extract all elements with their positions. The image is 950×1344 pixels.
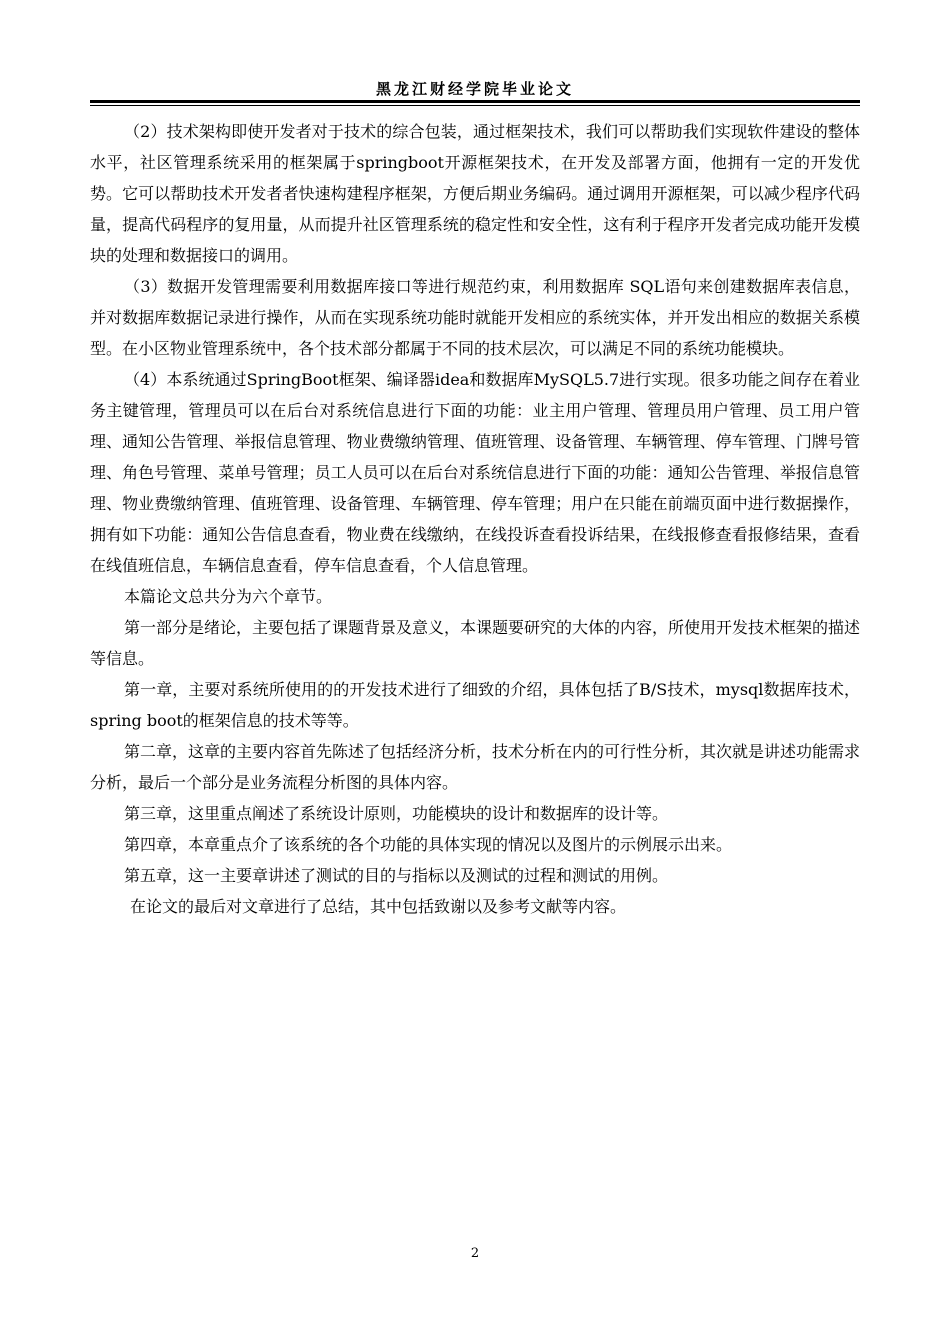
paragraph-chapter-3: 第三章，这里重点阐述了系统设计原则，功能模块的设计和数据库的设计等。 — [124, 804, 669, 823]
page-number: 2 — [470, 1246, 480, 1261]
paragraph-chapter-count: 本篇论文总共分为六个章节。 — [124, 587, 333, 606]
paragraph-data-development: （3）数据开发管理需要利用数据库接口等进行规范约束，利用数据库 SQL语句来创建数据库表信息，并对数据库数据记录进行操作，从而在实现系统功能时就能开发相应的系统实体，并开发出相应的数据关系模型。在小区物业管理系统中，各个技术部分都属于不同的技术层次，可以满足不同的系统功能模块。 — [90, 277, 860, 358]
paragraph-part-introduction: 第一部分是绪论，主要包括了课题背景及意义，本课题要研究的大体的内容，所使用开发技术框架的描述等信息。 — [90, 618, 861, 668]
header-rule-thick — [90, 100, 860, 103]
paragraph-system-implementation: （4）本系统通过SpringBoot框架、编译器idea和数据库MySQL5.7进行实现。很多功能之间存在着业务主键管理，管理员可以在后台对系统信息进行下面的功能：业主用户管理、管理员用户管理、员工用户管理、通知公告管理、举报信息管理、物业费缴纳管理、值班管理、设备管理、车辆管理、停车管理、门牌号管理、角色号管理、菜单号管理；员工人员可以在后台对系统信息进行下面的功能：通知公告管理、举报信息管理、物业费缴纳管理、值班管理、设备管理、车辆管理、停车管理；用户在只能在前端页面中进行数据操作，拥有如下功能：通知公告信息查看，物业费在线缴纳，在线投诉查看投诉结果，在线报修查看报修结果，查看在线值班信息，车辆信息查看，停车信息查看，个人信息管理。 — [90, 370, 860, 575]
paragraph-conclusion: 在论文的最后对文章进行了总结，其中包括致谢以及参考文献等内容。 — [130, 897, 627, 916]
paragraph-tech-architecture: （2）技术架构即使开发者对于技术的综合包装，通过框架技术，我们可以帮助我们实现软件建设的整体水平，社区管理系统采用的框架属于springboot开源框架技术，在开发及部署方面，他拥有一定的开发优势。它可以帮助技术开发者者快速构建程序框架，方便后期业务编码。通过调用开源框架，可以减少程序代码量，提高代码程序的复用量，从而提升社区管理系统的稳定性和安全性，这有利于程序开发者完成功能开发模块的处理和数据接口的调用。 — [90, 122, 860, 265]
header-rule-thin — [90, 105, 860, 106]
paragraph-chapter-1: 第一章，主要对系统所使用的的开发技术进行了细致的介绍，具体包括了B/S技术，mysql数据库技术，spring boot的框架信息的技术等等。 — [90, 680, 860, 730]
paragraph-chapter-2: 第二章，这章的主要内容首先陈述了包括经济分析，技术分析在内的可行性分析，其次就是讲述功能需求分析，最后一个部分是业务流程分析图的具体内容。 — [90, 742, 861, 792]
paragraph-chapter-5: 第五章，这一主要章讲述了测试的目的与指标以及测试的过程和测试的用例。 — [124, 866, 669, 885]
running-header: 黑龙江财经学院毕业论文 — [375, 80, 574, 98]
body-text — [90, 116, 860, 922]
paragraph-chapter-4: 第四章，本章重点介了该系统的各个功能的具体实现的情况以及图片的示例展示出来。 — [124, 835, 733, 854]
